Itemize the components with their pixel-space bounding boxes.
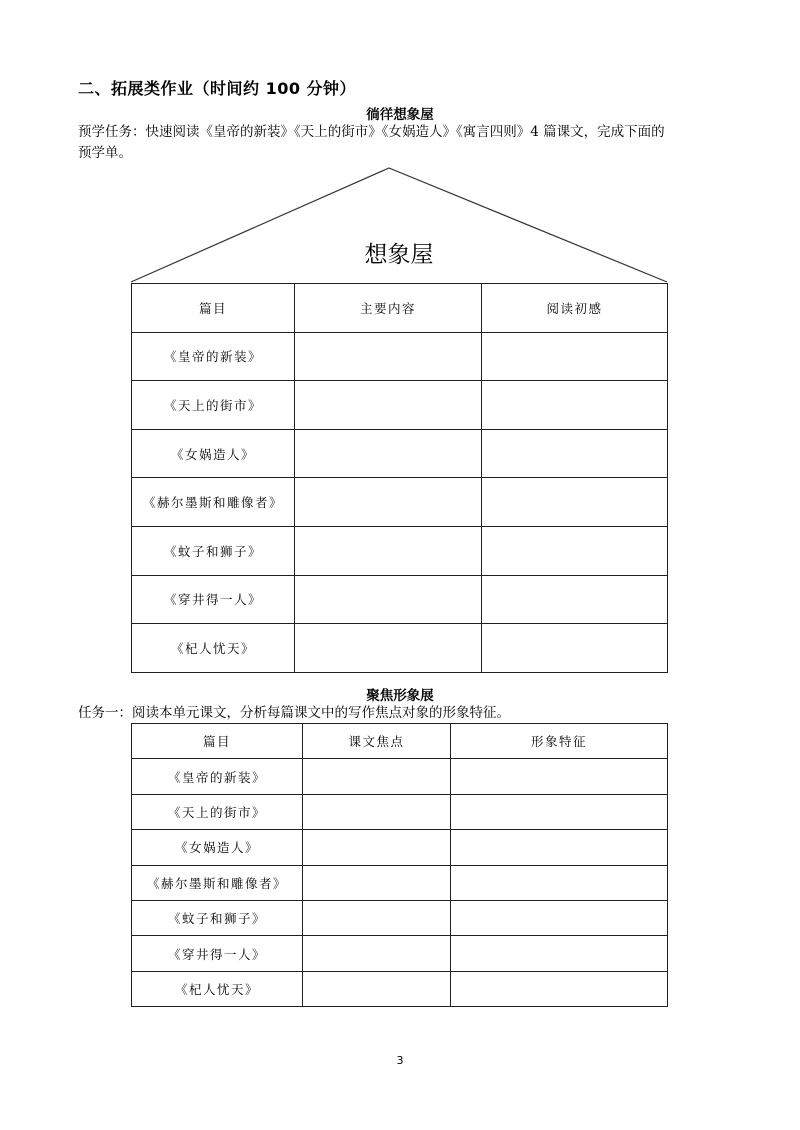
- part1-task-line2: 预学单。: [78, 145, 132, 161]
- row-title: 《赫尔墨斯和雕像者》: [132, 865, 303, 900]
- answer-cell[interactable]: [303, 900, 451, 935]
- table-row: [132, 759, 668, 794]
- row-title: 《天上的街市》: [132, 794, 303, 829]
- table-header-row: [132, 724, 668, 759]
- column-header: 阅读初感: [482, 284, 668, 333]
- row-title: 《女娲造人》: [132, 830, 303, 865]
- answer-cell[interactable]: [482, 526, 668, 575]
- row-title: 《皇帝的新装》: [132, 759, 303, 794]
- image-focus-table: [131, 723, 668, 1007]
- answer-cell[interactable]: [295, 526, 482, 575]
- row-title: 《女娲造人》: [132, 429, 295, 478]
- house-label: 想象屋: [364, 242, 434, 268]
- part1-task-line1: 预学任务：快速阅读《皇帝的新装》《天上的街市》《女娲造人》《寓言四则》4 篇课文，完成下面的: [78, 124, 665, 140]
- answer-cell[interactable]: [482, 478, 668, 527]
- row-title: 《蚊子和狮子》: [132, 900, 303, 935]
- part2-title: 聚焦形象展: [366, 688, 434, 704]
- column-header: 形象特征: [451, 724, 668, 759]
- row-title: 《赫尔墨斯和雕像者》: [132, 478, 295, 527]
- imagination-table: [131, 283, 668, 673]
- answer-cell[interactable]: [295, 478, 482, 527]
- answer-cell[interactable]: [303, 794, 451, 829]
- answer-cell[interactable]: [451, 900, 668, 935]
- answer-cell[interactable]: [295, 332, 482, 381]
- table-row: [132, 478, 668, 527]
- table-row: [132, 794, 668, 829]
- answer-cell[interactable]: [295, 575, 482, 624]
- table-row: [132, 526, 668, 575]
- table-row: [132, 971, 668, 1006]
- answer-cell[interactable]: [482, 332, 668, 381]
- row-title: 《杞人忧天》: [132, 971, 303, 1006]
- answer-cell[interactable]: [303, 830, 451, 865]
- table-row: [132, 332, 668, 381]
- page-number: 3: [396, 1054, 404, 1067]
- row-title: 《皇帝的新装》: [132, 332, 295, 381]
- table-row: [132, 900, 668, 935]
- answer-cell[interactable]: [303, 865, 451, 900]
- table-row: [132, 936, 668, 971]
- part2-task: 任务一：阅读本单元课文，分析每篇课文中的写作焦点对象的形象特征。: [78, 705, 510, 721]
- answer-cell[interactable]: [482, 381, 668, 430]
- row-title: 《穿井得一人》: [132, 936, 303, 971]
- column-header: 篇目: [132, 724, 303, 759]
- column-header: 主要内容: [295, 284, 482, 333]
- row-title: 《蚊子和狮子》: [132, 526, 295, 575]
- row-title: 《天上的街市》: [132, 381, 295, 430]
- column-header: 篇目: [132, 284, 295, 333]
- row-title: 《穿井得一人》: [132, 575, 295, 624]
- answer-cell[interactable]: [451, 794, 668, 829]
- table-row: [132, 830, 668, 865]
- section-heading: 二、拓展类作业（时间约 100 分钟）: [78, 79, 357, 98]
- answer-cell[interactable]: [482, 624, 668, 673]
- answer-cell[interactable]: [451, 830, 668, 865]
- column-header: 课文焦点: [303, 724, 451, 759]
- table-row: [132, 381, 668, 430]
- answer-cell[interactable]: [451, 971, 668, 1006]
- table-header-row: [132, 284, 668, 333]
- table-row: [132, 429, 668, 478]
- table-row: [132, 865, 668, 900]
- answer-cell[interactable]: [295, 429, 482, 478]
- row-title: 《杞人忧天》: [132, 624, 295, 673]
- table-row: [132, 624, 668, 673]
- answer-cell[interactable]: [482, 429, 668, 478]
- answer-cell[interactable]: [295, 624, 482, 673]
- answer-cell[interactable]: [303, 936, 451, 971]
- table-row: [132, 575, 668, 624]
- answer-cell[interactable]: [295, 381, 482, 430]
- answer-cell[interactable]: [451, 936, 668, 971]
- answer-cell[interactable]: [482, 575, 668, 624]
- answer-cell[interactable]: [451, 759, 668, 794]
- part1-title: 徜徉想象屋: [366, 107, 434, 123]
- answer-cell[interactable]: [451, 865, 668, 900]
- answer-cell[interactable]: [303, 971, 451, 1006]
- answer-cell[interactable]: [303, 759, 451, 794]
